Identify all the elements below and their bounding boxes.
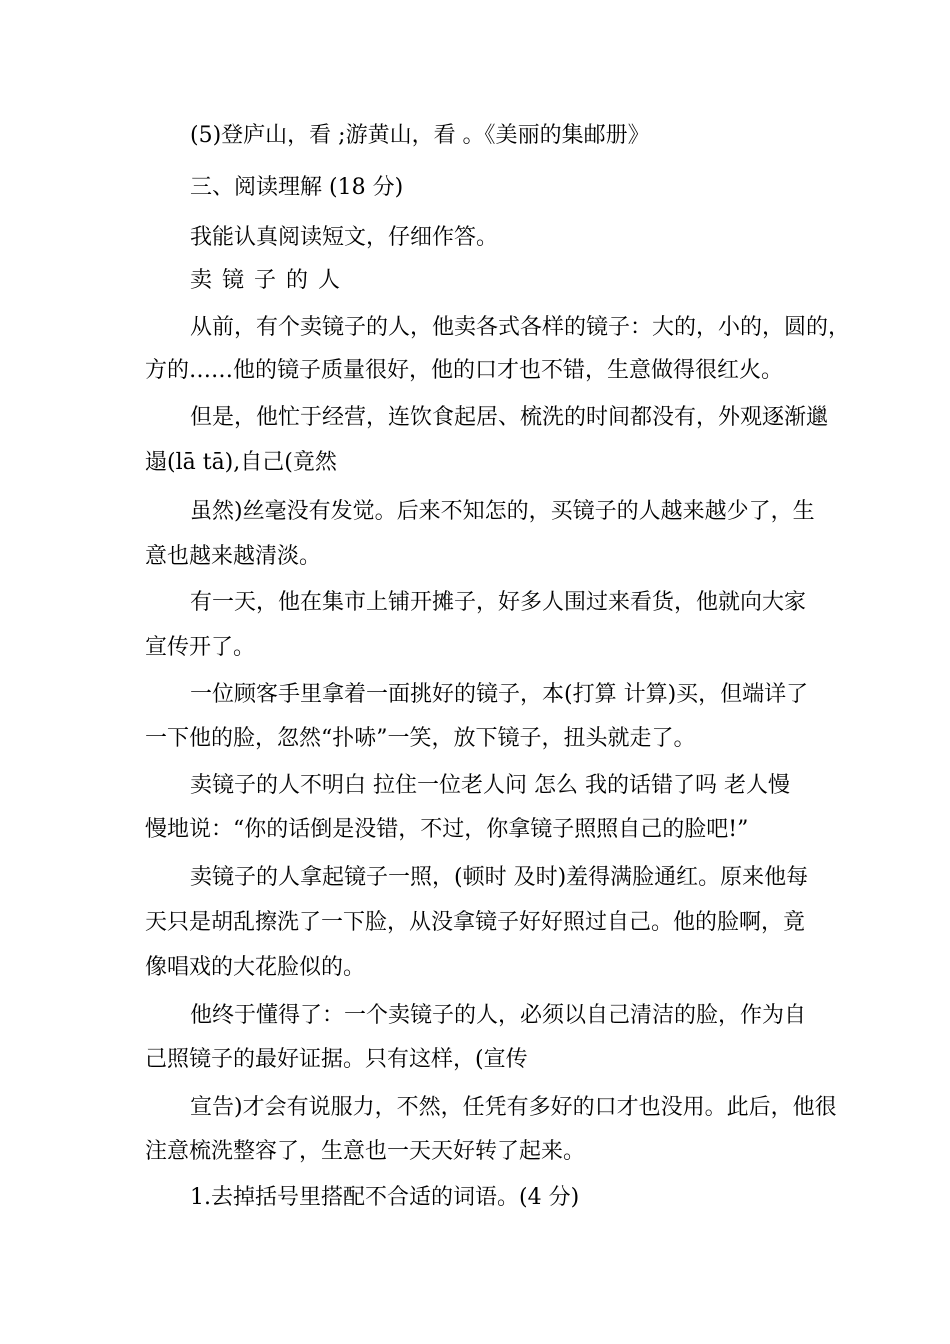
paragraph-line: 宣告)才会有说服力，不然，任凭有多好的口才也没用。此后，他很 <box>190 1095 837 1120</box>
paragraph-line: 一位顾客手里拿着一面挑好的镜子，本(打算 计算)买，但端详了 <box>190 682 809 707</box>
paragraph-line: 己照镜子的最好证据。只有这样，(宣传 <box>145 1047 528 1072</box>
question-1-line: 1.去掉括号里搭配不合适的词语。(4 分) <box>190 1185 580 1210</box>
section-heading-reading: 三、阅读理解 (18 分) <box>190 175 404 200</box>
instruction-line: 我能认真阅读短文，仔细作答。 <box>190 225 499 250</box>
paragraph-line: 虽然)丝毫没有发觉。后来不知怎的，买镜子的人越来越少了，生 <box>190 499 815 524</box>
paragraph-line: 一下他的脸，忽然“扑哧”一笑，放下镜子，扭头就走了。 <box>145 726 696 751</box>
paragraph-line: 他终于懂得了：一个卖镜子的人，必须以自己清洁的脸，作为自 <box>190 1003 807 1028</box>
paragraph-line: 从前，有个卖镜子的人，他卖各式各样的镜子：大的，小的，圆的， <box>190 315 851 340</box>
paragraph-line: 卖镜子的人不明白 拉住一位老人问 怎么 我的话错了吗 老人慢 <box>190 773 790 798</box>
paragraph-line: 注意梳洗整容了，生意也一天天好转了起来。 <box>145 1139 586 1164</box>
question-5-line: (5)登庐山，看 ;游黄山，看 。《美丽的集邮册》 <box>190 123 650 148</box>
paragraph-line: 慢地说：“你的话倒是没错，不过，你拿镜子照照自己的脸吧!” <box>145 817 749 842</box>
paragraph-line: 有一天，他在集市上铺开摊子，好多人围过来看货，他就向大家 <box>190 590 807 615</box>
story-title: 卖镜子的人 <box>190 268 351 293</box>
paragraph-line: 遢(lā tā),自己(竟然 <box>145 450 337 475</box>
paragraph-line: 像唱戏的大花脸似的。 <box>145 955 366 980</box>
paragraph-line: 方的……他的镜子质量很好，他的口才也不错，生意做得很红火。 <box>145 358 784 383</box>
paragraph-line: 但是，他忙于经营，连饮食起居、梳洗的时间都没有，外观逐渐邋 <box>190 405 829 430</box>
paragraph-line: 宣传开了。 <box>145 635 256 660</box>
paragraph-line: 卖镜子的人拿起镜子一照，(顿时 及时)羞得满脸通红。原来他每 <box>190 865 809 890</box>
paragraph-line: 天只是胡乱擦洗了一下脸，从没拿镜子好好照过自己。他的脸啊，竟 <box>145 910 806 935</box>
paragraph-line: 意也越来越清淡。 <box>145 544 322 569</box>
